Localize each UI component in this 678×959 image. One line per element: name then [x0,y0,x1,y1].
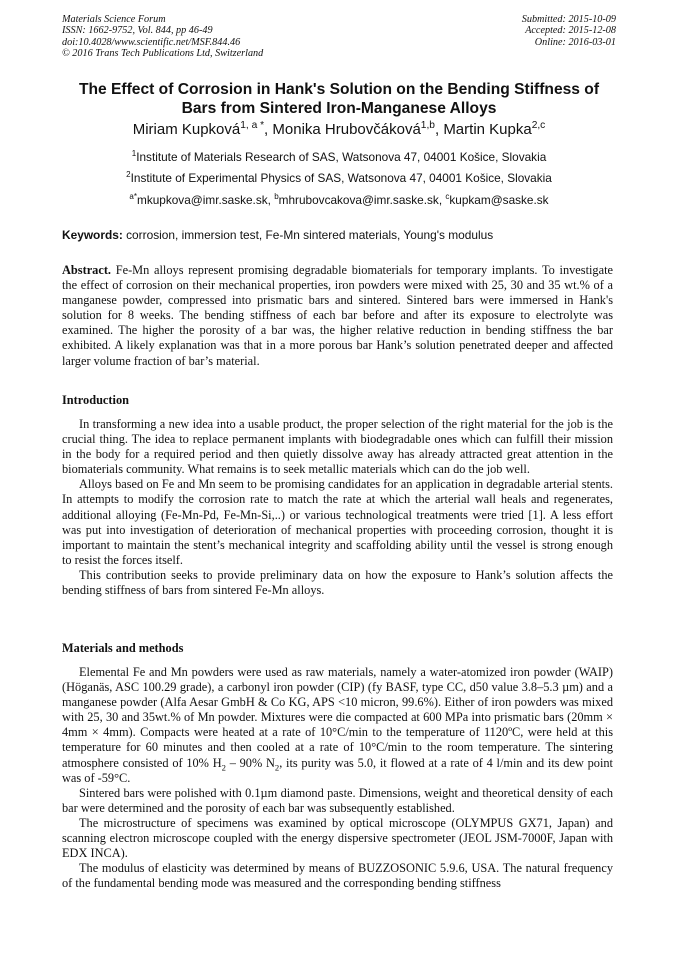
section-heading-introduction: Introduction [62,393,129,407]
issn-line: ISSN: 1662-9752, Vol. 844, pp 46-49 [62,25,213,37]
subscript: 2 [274,762,280,773]
author-emails [40,193,638,207]
author-name: Miriam Kupková [132,121,241,138]
affiliation-text: Institute of Materials Research of SAS, Watsonova 47, 04001 Košice, Slovakia [136,150,547,164]
keywords [62,228,618,242]
keywords-text: corrosion, immersion test, Fe-Mn sintered materials, Young's modulus [122,228,494,242]
paragraph: The modulus of elasticity was determined by means of BUZZOSONIC 5.9.6, USA. The natural frequency of the fundamental bending mode was measured and the corresponding bending stiffness [62,861,613,891]
email-mark: b [274,192,279,202]
paper-title [40,80,638,118]
paragraph: In transforming a new idea into a usable product, the proper selection of the right material for the job is the crucial thing. The idea to replace permanent implants with biodegradable ones which can fulfill their mission in the body for a required period and then quietly dissolve away has already attracted great attention in the biomaterials community. What remains is to seek metallic materials which can do the job well. [62,417,613,477]
paragraph: Sintered bars were polished with 0.1µm diamond paste. Dimensions, weight and theoretical density of each bar were determined and the porosity of each bar was subsequently established. [62,785,613,815]
paragraph: The microstructure of specimens was examined by optical microscope (OLYMPUS GX71, Japan) and scanning electron microscope coupled with the energy dispersive spectrometer (JEOL JSM-7000F, Japan with EDX INCA). [62,815,613,861]
doi-line: doi:10.4028/www.scientific.net/MSF.844.46 [62,36,241,48]
email-mark: a* [129,192,137,202]
copyright-line: © 2016 Trans Tech Publications Ltd, Switzerland [62,47,264,59]
affiliation-text: Institute of Experimental Physics of SAS, Watsonova 47, 04001 Košice, Slovakia [130,171,552,185]
methods-body [62,665,613,891]
paragraph: Alloys based on Fe and Mn seem to be promising candidates for an application in degradable arterial stents. In attempts to modify the corrosion rate to match the rate at which the arterial wall heals and regenerates, additional alloying (Fe-Mn-Pd, Fe-Mn-Si,..) or various technological treatments were tried [1]. A less effort was put into investigation of deterioration of mechanical properties with proceeding corrosion, thought it is important to maintain the stent’s mechanical integrity and scaffolding ability until the vessel is strong enough to resist the forces itself. [62,477,613,567]
email-mark: c [445,192,450,202]
section-heading-materials-methods: Materials and methods [62,641,184,655]
email-text: mhrubovcakova@imr.saske.sk, [278,193,446,207]
affiliation-1 [40,150,638,164]
abstract [62,263,613,369]
affiliation-2 [40,171,638,185]
title-line-2: Bars from Sintered Iron-Manganese Alloys [181,100,497,117]
title-line-1: The Effect of Corrosion in Hank's Solution on the Bending Stiffness of [78,81,600,98]
affiliation-mark: 1 [131,149,137,159]
keywords-label: Keywords: [62,228,123,242]
paragraph-text: , its purity was 5.0, it flowed at a rate of 4 l/min and its dew point was of -59°C. [62,755,613,785]
abstract-paragraph [62,263,613,369]
journal-name: Materials Science Forum [62,14,166,25]
author-affiliation-mark: 1, a * [240,120,265,131]
author-affiliation-mark: 2,c [531,120,546,131]
author-name: Monika Hrubovčáková [272,121,421,138]
submission-dates [522,14,616,48]
email-text: mkupkova@imr.saske.sk, [137,193,275,207]
affiliation-mark: 2 [126,170,131,180]
paragraph [62,665,613,786]
online-date: Online: 2016-03-01 [534,36,616,48]
author-affiliation-mark: 1,b [420,120,435,131]
introduction-body [62,417,613,598]
email-text: kupkam@saske.sk [449,193,549,207]
author-separator: , [434,121,444,138]
accepted-date: Accepted: 2015-12-08 [525,25,616,37]
paragraph-text: Elemental Fe and Mn powders were used as raw materials, namely a water-atomized iron powder (WAIP) (Höganäs, ASC 100.29 grade), a carbonyl iron powder (CIP) (fy BASF, type CC, d50 value 3.8–5.3 µm) and a manganese powder (Alfa Aesar GmbH & Co KG, APS <10 micron, 99.6%). Either of iron powders was mixed with 25, 30 and 35wt.% of Mn powder. Mixtures were die compacted at 600 MPa into prismatic bars (20mm × 4mm × 4mm). Compacts were heated at a rate of 10°C/min to the temperature of 1120ºC, were held at this temperature for 60 minutes and then cooled at a rate of 10°C/min to the room temperature. The sintering atmosphere consisted of 10% H [62,665,613,770]
paragraph-text: – 90% N [225,755,275,770]
author-name: Martin Kupka [443,121,532,138]
author-separator: , [264,121,273,138]
abstract-text: Fe-Mn alloys represent promising degradable biomaterials for temporary implants. To investigate the effect of corrosion on their mechanical properties, iron powders were mixed with 25, 30 and 35 wt.% of a manganese powder, compressed into prismatic bars and sintered. Sintered bars were immersed in Hank's solution for 8 weeks. The bending stiffness of each bar before and after its exposure to electrolyte was examined. The higher the porosity of a bar was, the higher relative reduction in bending stiffness the bar exhibited. A likely explanation was that in a more porous bar Hank’s solution penetrated deeper and affected larger volume fraction of bar’s material. [62,263,613,368]
paragraph: This contribution seeks to provide preliminary data on how the exposure to Hank’s solution affects the bending stiffness of bars from sintered Fe-Mn alloys. [62,567,613,598]
subscript: 2 [221,762,226,773]
abstract-label: Abstract. [62,263,112,277]
submitted-date: Submitted: 2015-10-09 [521,14,616,25]
author-list [40,121,638,139]
publication-info [62,14,263,59]
